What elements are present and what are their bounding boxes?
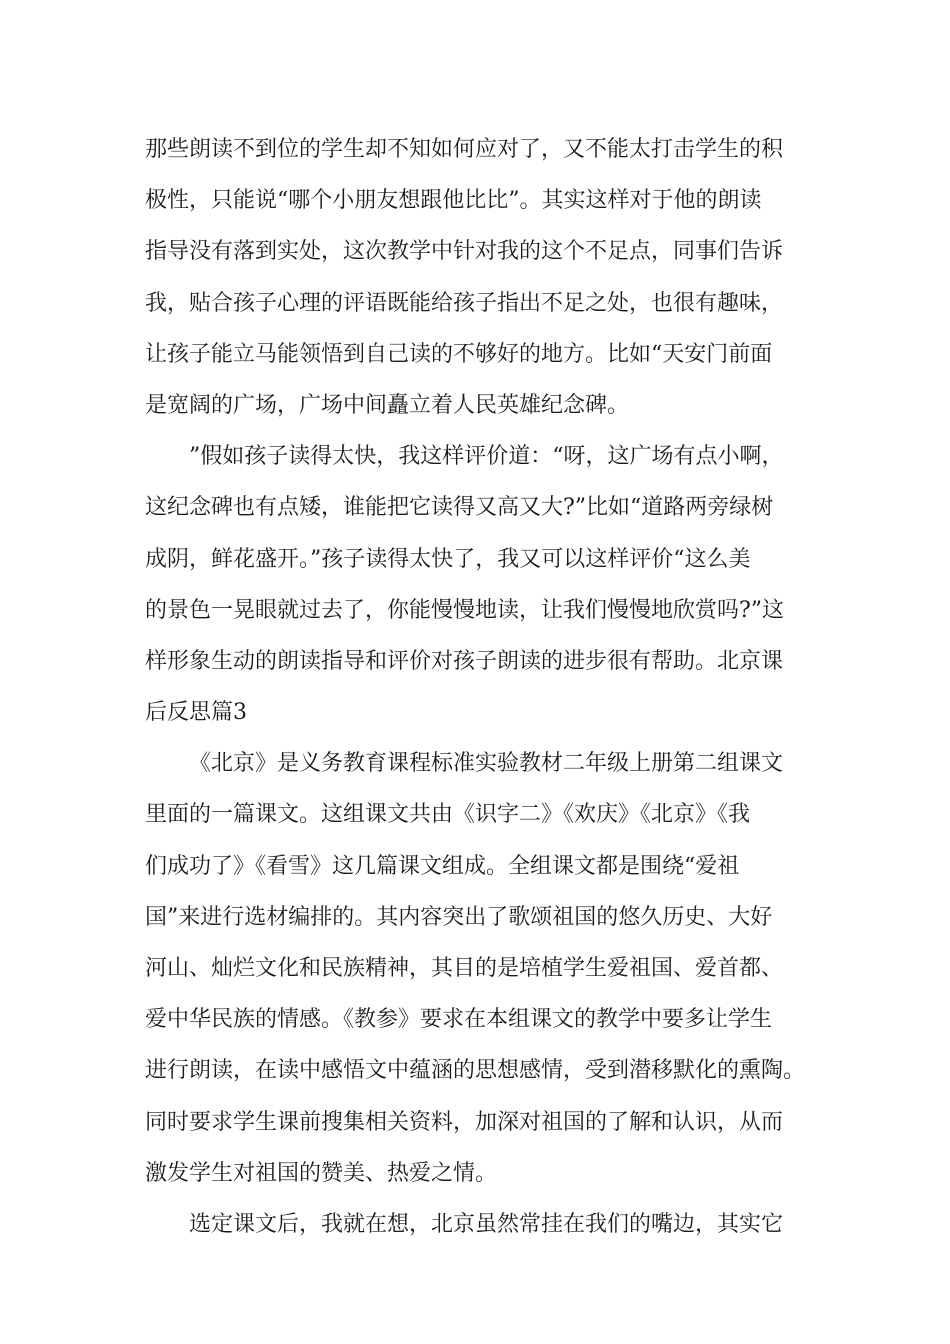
text-line: 后反思篇3 (145, 700, 247, 726)
text-line: 指导没有落到实处，这次教学中针对我的这个不足点，同事们告诉 (145, 239, 784, 265)
text-line: 进行朗读，在读中感悟文中蕴涵的思想感情，受到潜移默化的熏陶。 (145, 1058, 806, 1084)
text-line: 的景色一晃眼就过去了，你能慢慢地读，让我们慢慢地欣赏吗?”这 (145, 597, 785, 623)
text-line: 国”来进行选材编排的。其内容突出了歌颂祖国的悠久历史、大好 (145, 904, 773, 930)
text-line: 这纪念碑也有点矮，谁能把它读得又高又大?”比如“道路两旁绿树 (145, 495, 774, 521)
text-line: 选定课文后，我就在想，北京虽然常挂在我们的嘴边，其实它 (189, 1211, 784, 1237)
text-line: 同时要求学生课前搜集相关资料，加深对祖国的了解和认识，从而 (145, 1109, 784, 1135)
text-line: 极性，只能说“哪个小朋友想跟他比比”。其实这样对于他的朗读 (145, 188, 762, 214)
text-line: 里面的一篇课文。这组课文共由《识字二》《欢庆》《北京》《我 (145, 802, 751, 828)
document-body (145, 124, 845, 1250)
text-line: 是宽阔的广场，广场中间矗立着人民英雄纪念碑。 (145, 392, 630, 418)
text-line: 爱中华民族的情感。《教参》要求在本组课文的教学中要多让学生 (145, 1007, 773, 1033)
text-line: ”假如孩子读得太快，我这样评价道：“呀，这广场有点小啊， (189, 444, 784, 470)
text-line: 样形象生动的朗读指导和评价对孩子朗读的进步很有帮助。北京课 (145, 648, 784, 674)
text-line: 我，贴合孩子心理的评语既能给孩子指出不足之处，也很有趣味， (145, 290, 784, 316)
text-line: 们成功了》《看雪》这几篇课文组成。全组课文都是围绕“爱祖 (145, 853, 740, 879)
text-line: 那些朗读不到位的学生却不知如何应对了，又不能太打击学生的积 (145, 137, 784, 162)
text-line: 《北京》是义务教育课程标准实验教材二年级上册第二组课文 (189, 751, 784, 777)
text-line: 让孩子能立马能领悟到自己读的不够好的地方。比如“天安门前面 (145, 341, 773, 367)
text-line: 河山、灿烂文化和民族精神，其目的是培植学生爱祖国、爱首都、 (145, 956, 784, 981)
text-line: 成阴，鲜花盛开。”孩子读得太快了，我又可以这样评价“这么美 (145, 546, 751, 572)
text-line: 激发学生对祖国的赞美、热爱之情。 (145, 1160, 498, 1186)
